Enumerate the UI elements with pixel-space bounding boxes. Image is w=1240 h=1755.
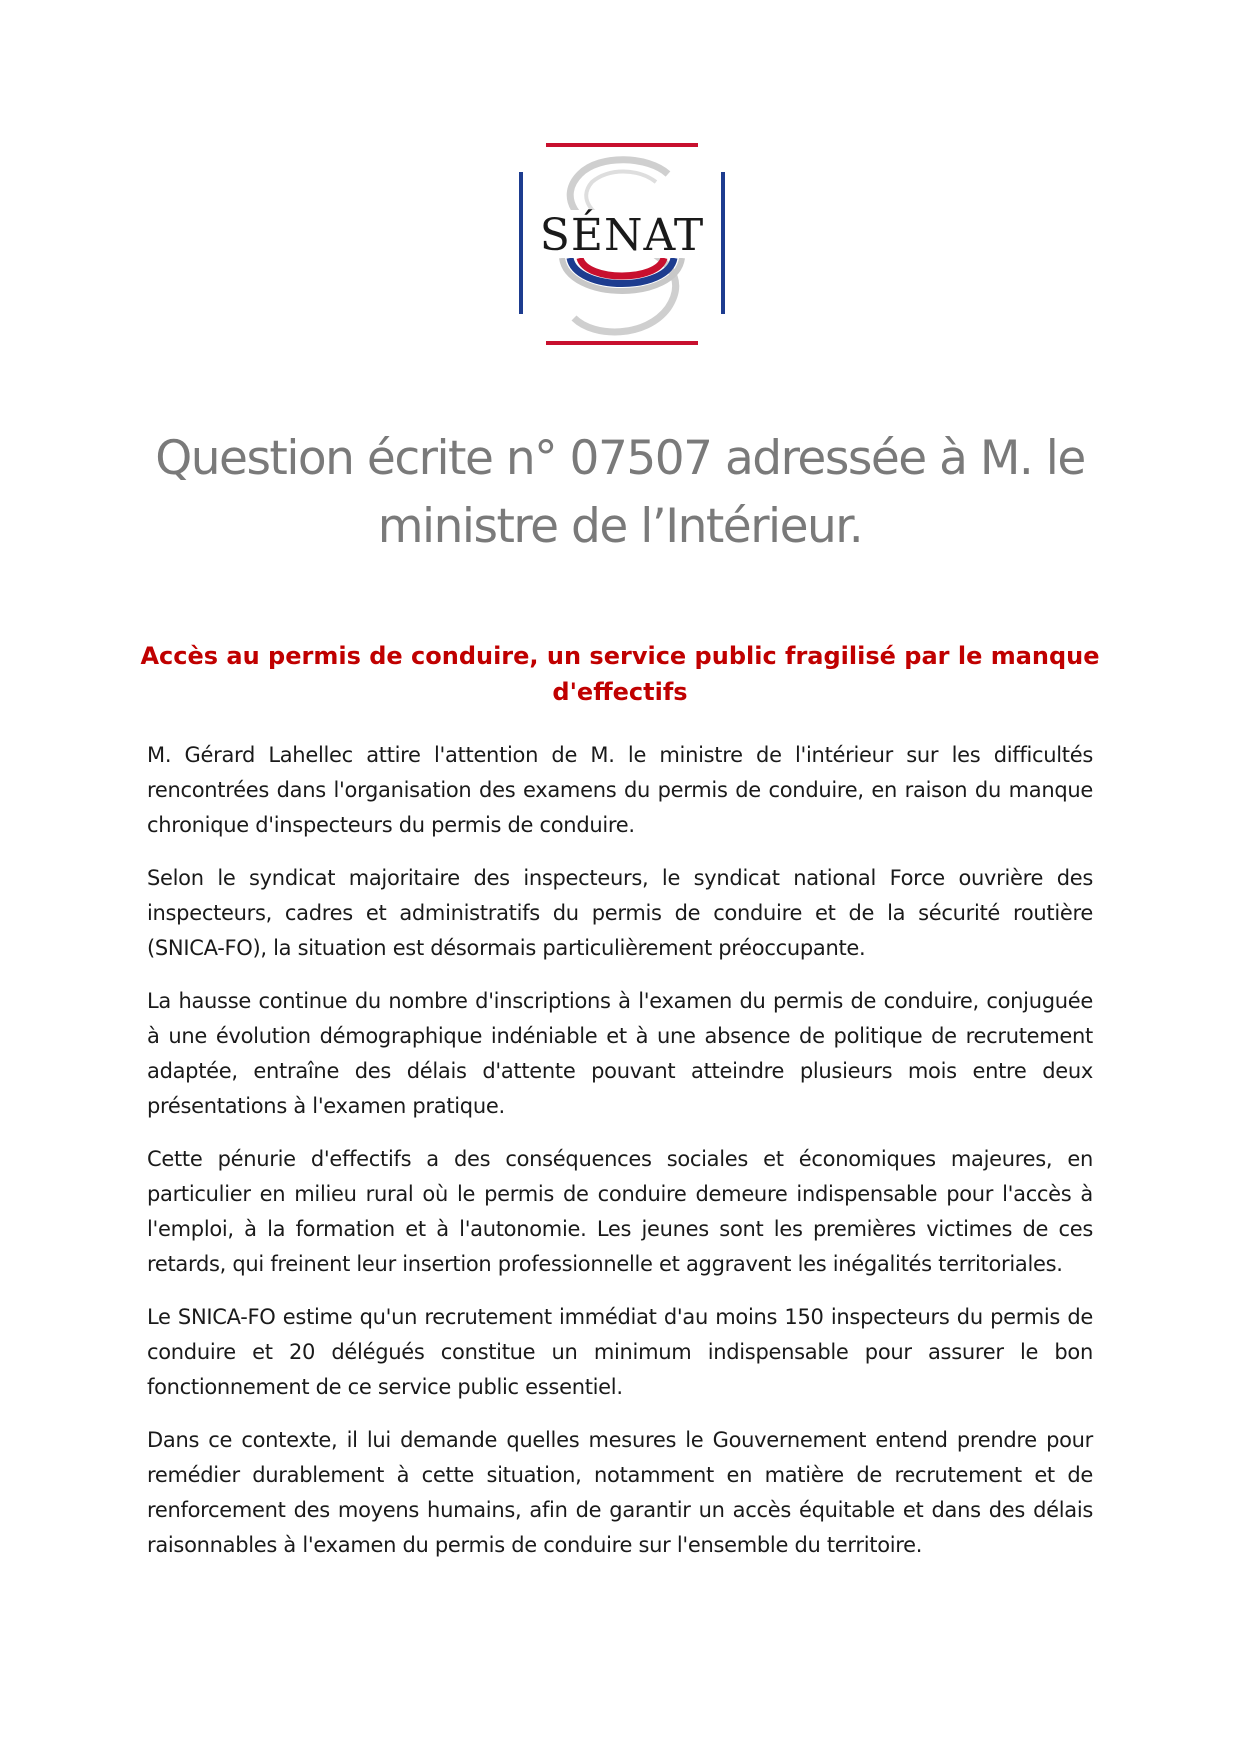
senat-logo-text: SÉNAT [539,210,705,261]
paragraph: La hausse continue du nombre d'inscriptions à l'examen du permis de conduire, conjuguée à une évolution démographique indéniable et à une absence de politique de recrutement adaptée, entraîne des délais d'attente pouvant atteindre plusieurs mois entre deux présentations à l'examen pratique. [147,989,1093,1118]
paragraph: M. Gérard Lahellec attire l'attention de M. le ministre de l'intérieur sur les difficultés rencontrées dans l'organisation des examens du permis de conduire, en raison du manque chronique d'inspecteurs du permis de conduire. [147,743,1093,837]
senat-logo-graphic [518,142,726,346]
document-subtitle: Accès au permis de conduire, un service public fragilisé par le manque d'effectifs [140,642,1100,706]
senat-logo [518,142,726,346]
document-title: Question écrite n° 07507 adressée à M. le ministre de l’Intérieur. [155,431,1085,554]
document-body [147,738,1093,1581]
paragraph: Dans ce contexte, il lui demande quelles mesures le Gouvernement entend prendre pour remédier durablement à cette situation, notamment en matière de recrutement et de renforcement des moyens humains, afin de garantir un accès équitable et dans des délais raisonnables à l'examen du permis de conduire sur l'ensemble du territoire. [147,1428,1093,1557]
paragraph: Le SNICA-FO estime qu'un recrutement immédiat d'au moins 150 inspecteurs du permis de conduire et 20 délégués constitue un minimum indispensable pour assurer le bon fonctionnement de ce service public essentiel. [147,1305,1093,1399]
paragraph: Selon le syndicat majoritaire des inspecteurs, le syndicat national Force ouvrière des inspecteurs, cadres et administratifs du permis de conduire et de la sécurité routière (SNICA-FO), la situation est désormais particulièrement préoccupante. [147,866,1093,960]
paragraph: Cette pénurie d'effectifs a des conséquences sociales et économiques majeures, en particulier en milieu rural où le permis de conduire demeure indispensable pour l'accès à l'emploi, à la formation et à l'autonomie. Les jeunes sont les premières victimes de ces retards, qui freinent leur insertion professionnelle et aggravent les inégalités territoriales. [147,1147,1093,1276]
